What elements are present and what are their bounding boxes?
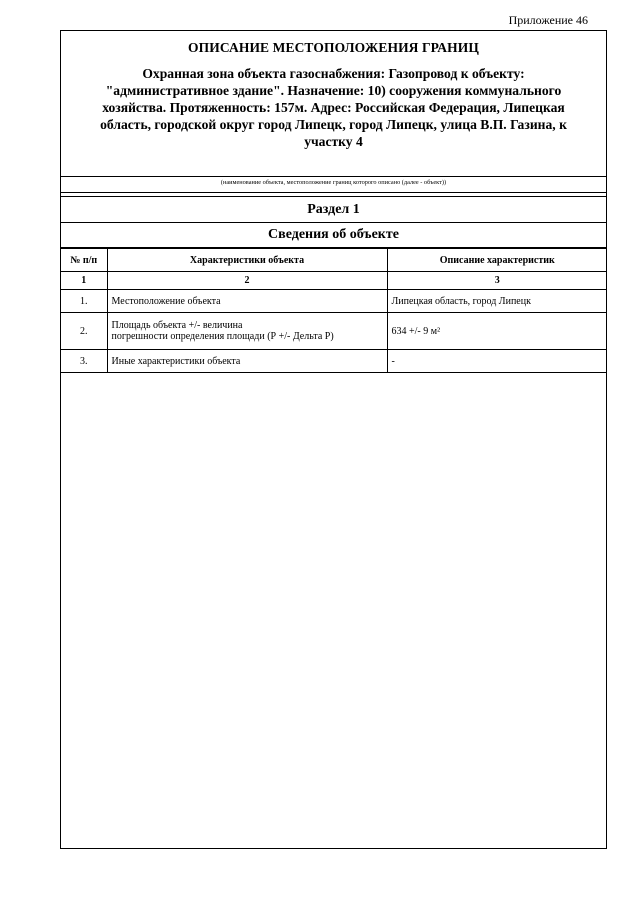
object-description — [61, 55, 606, 176]
section-title: Раздел 1 — [61, 197, 606, 223]
row-value: 634 +/- 9 м² — [387, 313, 607, 350]
object-caption: (наименование объекта, местоположение границ которого описано (далее - объект)) — [220, 179, 447, 186]
row-characteristic-line: погрешности определения площади (Р +/- Дельта Р) — [111, 331, 334, 342]
table-row — [61, 313, 607, 350]
row-characteristic: Местоположение объекта — [107, 290, 387, 313]
table-header-row — [61, 249, 607, 272]
column-header-characteristic: Характеристики объекта — [107, 249, 387, 272]
row-index: 2. — [61, 313, 107, 350]
column-number: 1 — [61, 272, 107, 290]
row-characteristic-line: Площадь объекта +/- величина — [111, 320, 243, 331]
object-info-table — [61, 248, 607, 373]
column-header-index: № п/п — [61, 249, 107, 272]
object-info-title: Сведения об объекте — [61, 223, 606, 248]
row-index: 1. — [61, 290, 107, 313]
table-row — [61, 290, 607, 313]
object-description-line: область, городской округ город Липецк, город Липецк, улица В.П. Газина, к — [100, 117, 567, 132]
object-description-line: хозяйства. Протяженность: 157м. Адрес: Российская Федерация, Липецкая — [102, 100, 565, 115]
row-value: - — [387, 350, 607, 373]
column-number: 3 — [387, 272, 607, 290]
document-title: ОПИСАНИЕ МЕСТОПОЛОЖЕНИЯ ГРАНИЦ — [188, 40, 479, 55]
column-number: 2 — [107, 272, 387, 290]
object-description-line: участку 4 — [304, 134, 363, 149]
document-frame — [60, 30, 607, 849]
column-number-row — [61, 272, 607, 290]
row-characteristic: Иные характеристики объекта — [107, 350, 387, 373]
object-description-line: Охранная зона объекта газоснабжения: Газопровод к объекту: — [142, 66, 525, 81]
row-index: 3. — [61, 350, 107, 373]
row-value: Липецкая область, город Липецк — [387, 290, 607, 313]
row-characteristic — [107, 313, 387, 350]
object-description-line: "административное здание". Назначение: 10) сооружения коммунального — [105, 83, 562, 98]
appendix-label: Приложение 46 — [508, 13, 588, 27]
column-header-description: Описание характеристик — [387, 249, 607, 272]
table-row — [61, 350, 607, 373]
